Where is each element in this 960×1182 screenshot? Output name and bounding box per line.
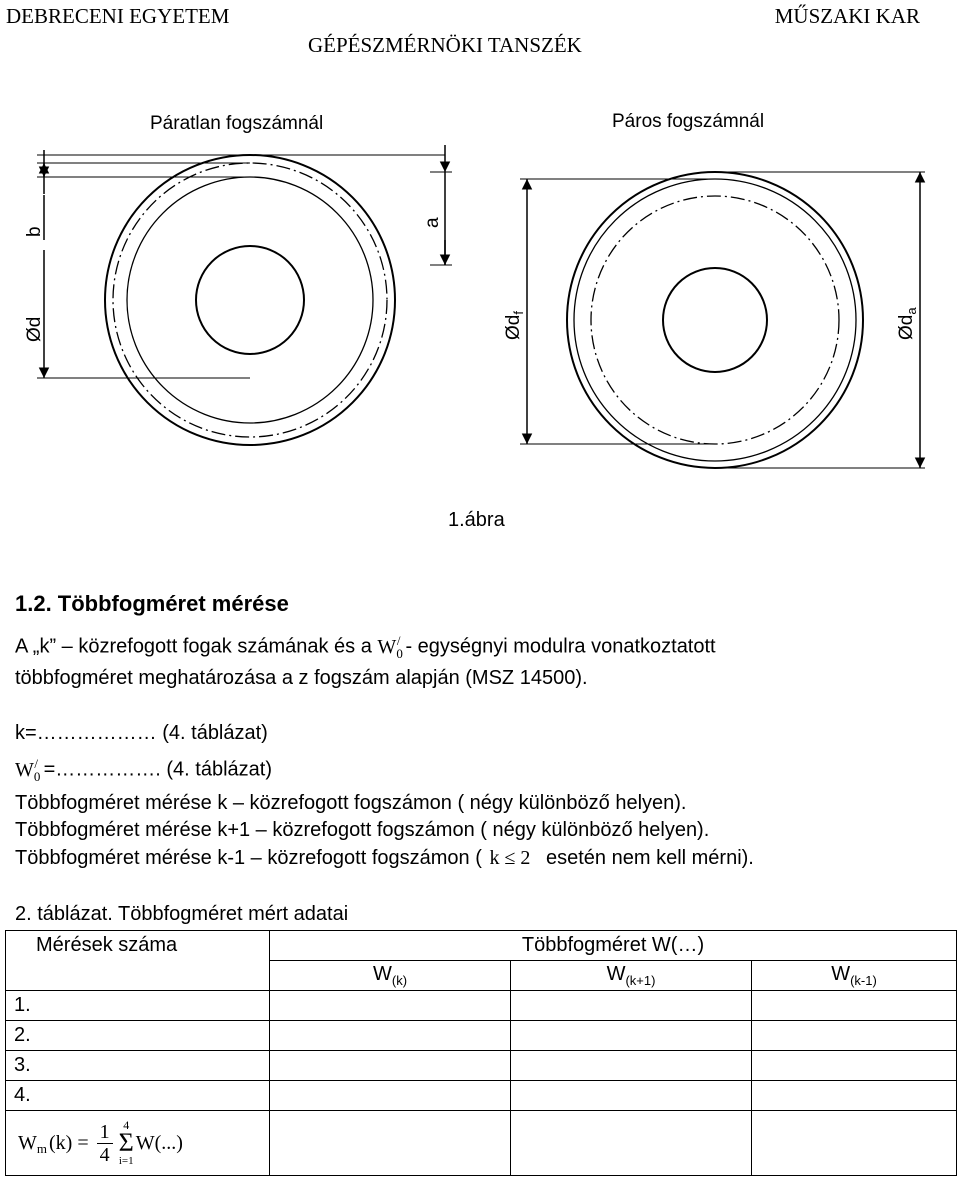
left-pitch-circle [113, 163, 387, 437]
line-km1-b: esetén nem kell mérni). [546, 847, 754, 869]
line-k1: Többfogméret mérése k+1 – közrefogott fogszámon ( négy különböző helyen). [15, 819, 710, 841]
formula-lhs: W [18, 1131, 37, 1154]
left-gear [105, 155, 395, 445]
formula-body [18, 1119, 183, 1167]
w0-sub: 0 [396, 645, 403, 661]
w0-sup-2: / [34, 756, 39, 771]
cell-wk[interactable] [270, 1081, 511, 1111]
left-root-circle [127, 177, 373, 423]
cell-wkm1[interactable] [752, 1051, 957, 1081]
dim-df-sub: f [511, 311, 526, 315]
para-line1 [15, 633, 716, 662]
table-row [6, 1081, 957, 1111]
subheader-wk1-main: W [606, 963, 626, 985]
w0-sub-2: 0 [33, 768, 41, 784]
formula-fraction [97, 1121, 113, 1166]
right-title: Páros fogszámnál [612, 111, 765, 132]
empty-cell [6, 961, 270, 991]
cell-wk[interactable] [270, 1021, 511, 1051]
right-root-circle [591, 196, 839, 444]
cell-mean-wk[interactable] [270, 1111, 511, 1176]
fraction-den: 4 [99, 1143, 110, 1166]
right-bore-circle [663, 268, 767, 372]
cell-wk1[interactable] [511, 1021, 752, 1051]
k-line: k=……………… (4. táblázat) [15, 722, 268, 744]
measurement-table [5, 930, 957, 1176]
para-line1-a: A „k” – közrefogott fogak számának és a [15, 635, 372, 658]
dim-da-sub: a [904, 307, 919, 315]
left-outer-circle [105, 155, 395, 445]
cell-wk1[interactable] [511, 1051, 752, 1081]
table-row [6, 1051, 957, 1081]
w0-line-text: =……………. (4. táblázat) [43, 758, 272, 781]
dim-b-label: b [24, 226, 45, 237]
right-outer-circle [567, 172, 863, 468]
para-line1-b: - egységnyi modulra vonatkoztatott [405, 635, 716, 658]
table-caption: 2. táblázat. Többfogméret mért adatai [15, 903, 349, 925]
table-header-row [6, 931, 957, 961]
subheader-wk1 [511, 961, 752, 991]
w0-w: W [377, 635, 397, 658]
figure-caption: 1.ábra [448, 509, 505, 531]
right-pitch-circle [574, 179, 856, 461]
table-row [6, 991, 957, 1021]
dim-da-main: Ød [896, 314, 917, 340]
line-km1-a: Többfogméret mérése k-1 – közrefogott fogszámon ( [15, 847, 482, 869]
dim-df-main: Ød [503, 314, 524, 340]
col-measure-header: Mérések száma [6, 931, 270, 961]
subheader-wk1-sub: (k+1) [625, 973, 656, 988]
row-label: 2. [6, 1021, 270, 1051]
header-right: MŰSZAKI KAR [774, 4, 920, 28]
line-km1 [15, 847, 754, 870]
line-k: Többfogméret mérése k – közrefogott fogszámon ( négy különböző helyen). [15, 792, 687, 814]
w0-w-2: W [15, 758, 34, 781]
cell-wk[interactable] [270, 991, 511, 1021]
subheader-wkm1-sub: (k-1) [850, 973, 877, 988]
cell-mean-wk1[interactable] [511, 1111, 752, 1176]
subheader-wkm1 [752, 961, 957, 991]
row-label: 3. [6, 1051, 270, 1081]
header-left: DEBRECENI EGYETEM [6, 4, 230, 28]
dim-df-label [503, 311, 526, 340]
dim-d-label: Ød [24, 316, 45, 342]
cell-mean-wkm1[interactable] [752, 1111, 957, 1176]
table-subheader-row [6, 961, 957, 991]
col-group-header: Többfogméret W(…) [270, 931, 957, 961]
formula-arg: (k) = [49, 1131, 89, 1154]
subheader-wkm1-main: W [831, 963, 851, 985]
cell-wk1[interactable] [511, 1081, 752, 1111]
left-title: Páratlan fogszámnál [150, 113, 324, 134]
cell-wk1[interactable] [511, 991, 752, 1021]
table-row [6, 1021, 957, 1051]
formula-sum [119, 1119, 134, 1167]
fraction-num: 1 [97, 1121, 113, 1144]
right-gear [567, 172, 863, 468]
subheader-wk-sub: (k) [391, 973, 408, 988]
cell-wkm1[interactable] [752, 991, 957, 1021]
row-label: 4. [6, 1081, 270, 1111]
para-line2: többfogméret meghatározása a z fogszám alapján (MSZ 14500). [15, 667, 588, 689]
dim-a-label: a [422, 217, 443, 228]
cell-wk[interactable] [270, 1051, 511, 1081]
dim-da-label [896, 307, 919, 340]
row-label: 1. [6, 991, 270, 1021]
w0-symbol-2 [15, 756, 41, 784]
sum-bottom: i=1 [118, 1155, 134, 1167]
gear-diagram [0, 90, 960, 540]
cell-wkm1[interactable] [752, 1081, 957, 1111]
w0-symbol [377, 633, 405, 661]
mean-formula [6, 1111, 270, 1176]
left-bore-circle [196, 246, 304, 354]
formula-rhs: W(...) [135, 1131, 183, 1154]
formula-lhs-sub: m [36, 1141, 48, 1156]
formula-row [6, 1111, 957, 1176]
w0-sup: / [396, 633, 401, 648]
subheader-wk-main: W [372, 963, 392, 985]
cell-wkm1[interactable] [752, 1021, 957, 1051]
w0-line [15, 756, 272, 785]
subheader-wk [270, 961, 511, 991]
header-center: GÉPÉSZMÉRNÖKI TANSZÉK [308, 33, 582, 57]
k-condition: k ≤ 2 [489, 847, 531, 869]
sum-sign: Σ [118, 1128, 134, 1157]
sum-top: 4 [123, 1118, 130, 1132]
section-title: 1.2. Többfogméret mérése [15, 591, 289, 616]
